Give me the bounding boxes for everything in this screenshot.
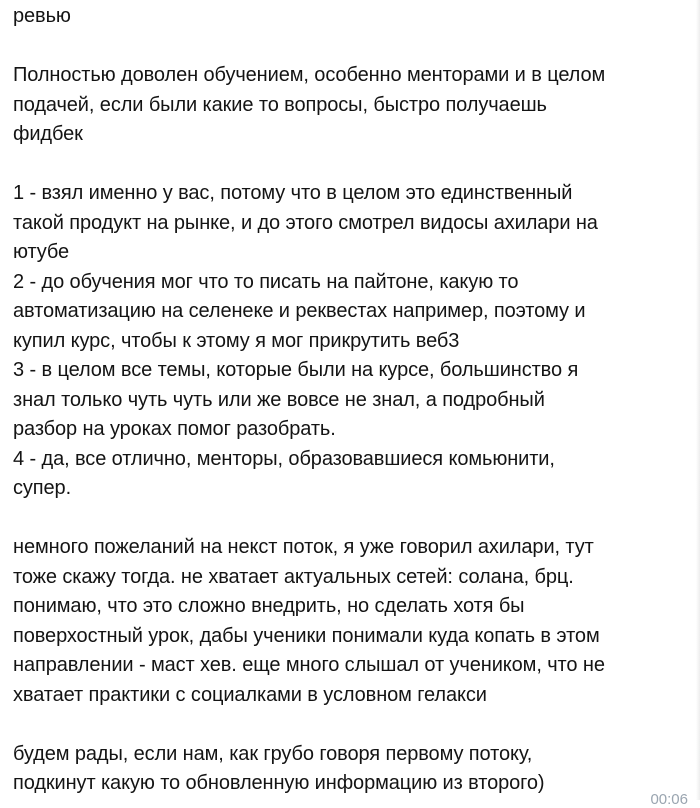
scroll-edge	[696, 0, 700, 800]
message-text: ревью Полностью доволен обучением, особенно менторами и в целом подачей, если были какие то вопросы, быстро получаешь фидбек 1 - взял именно у вас, потому что в целом это единственный такой продукт на рынке, и до этого смотрел видосы ахилари на ютубе 2 - до обучения мог что то писать на пайтоне, какую то автоматизацию на селенеке и реквестах например, поэтому и купил курс, чтобы к этому я мог прикрутить веб3 3 - в целом все темы, которые были на курсе, большинство я знал только чуть чуть или же вовсе не знал, а подробный разбор на уроках помог разобрать. 4 - да, все отлично, менторы, образовавшиеся комьюнити, супер. немного пожеланий на некст поток, я уже говорил ахилари, тут тоже скажу тогда. не хватает актуальных сетей: солана, брц. понимаю, что это сложно внедрить, но сделать хотя бы поверхостный урок, дабы ученики понимали куда копать в этом направлении - маст хев. еще много слышал от учеником, что не хватает практики с социалками в условном гелакси будем рады, если нам, как грубо говоря первому потоку, подкинут какую то обновленную информацию из второго)	[13, 5, 606, 794]
message-timestamp: 00:06	[650, 791, 688, 808]
